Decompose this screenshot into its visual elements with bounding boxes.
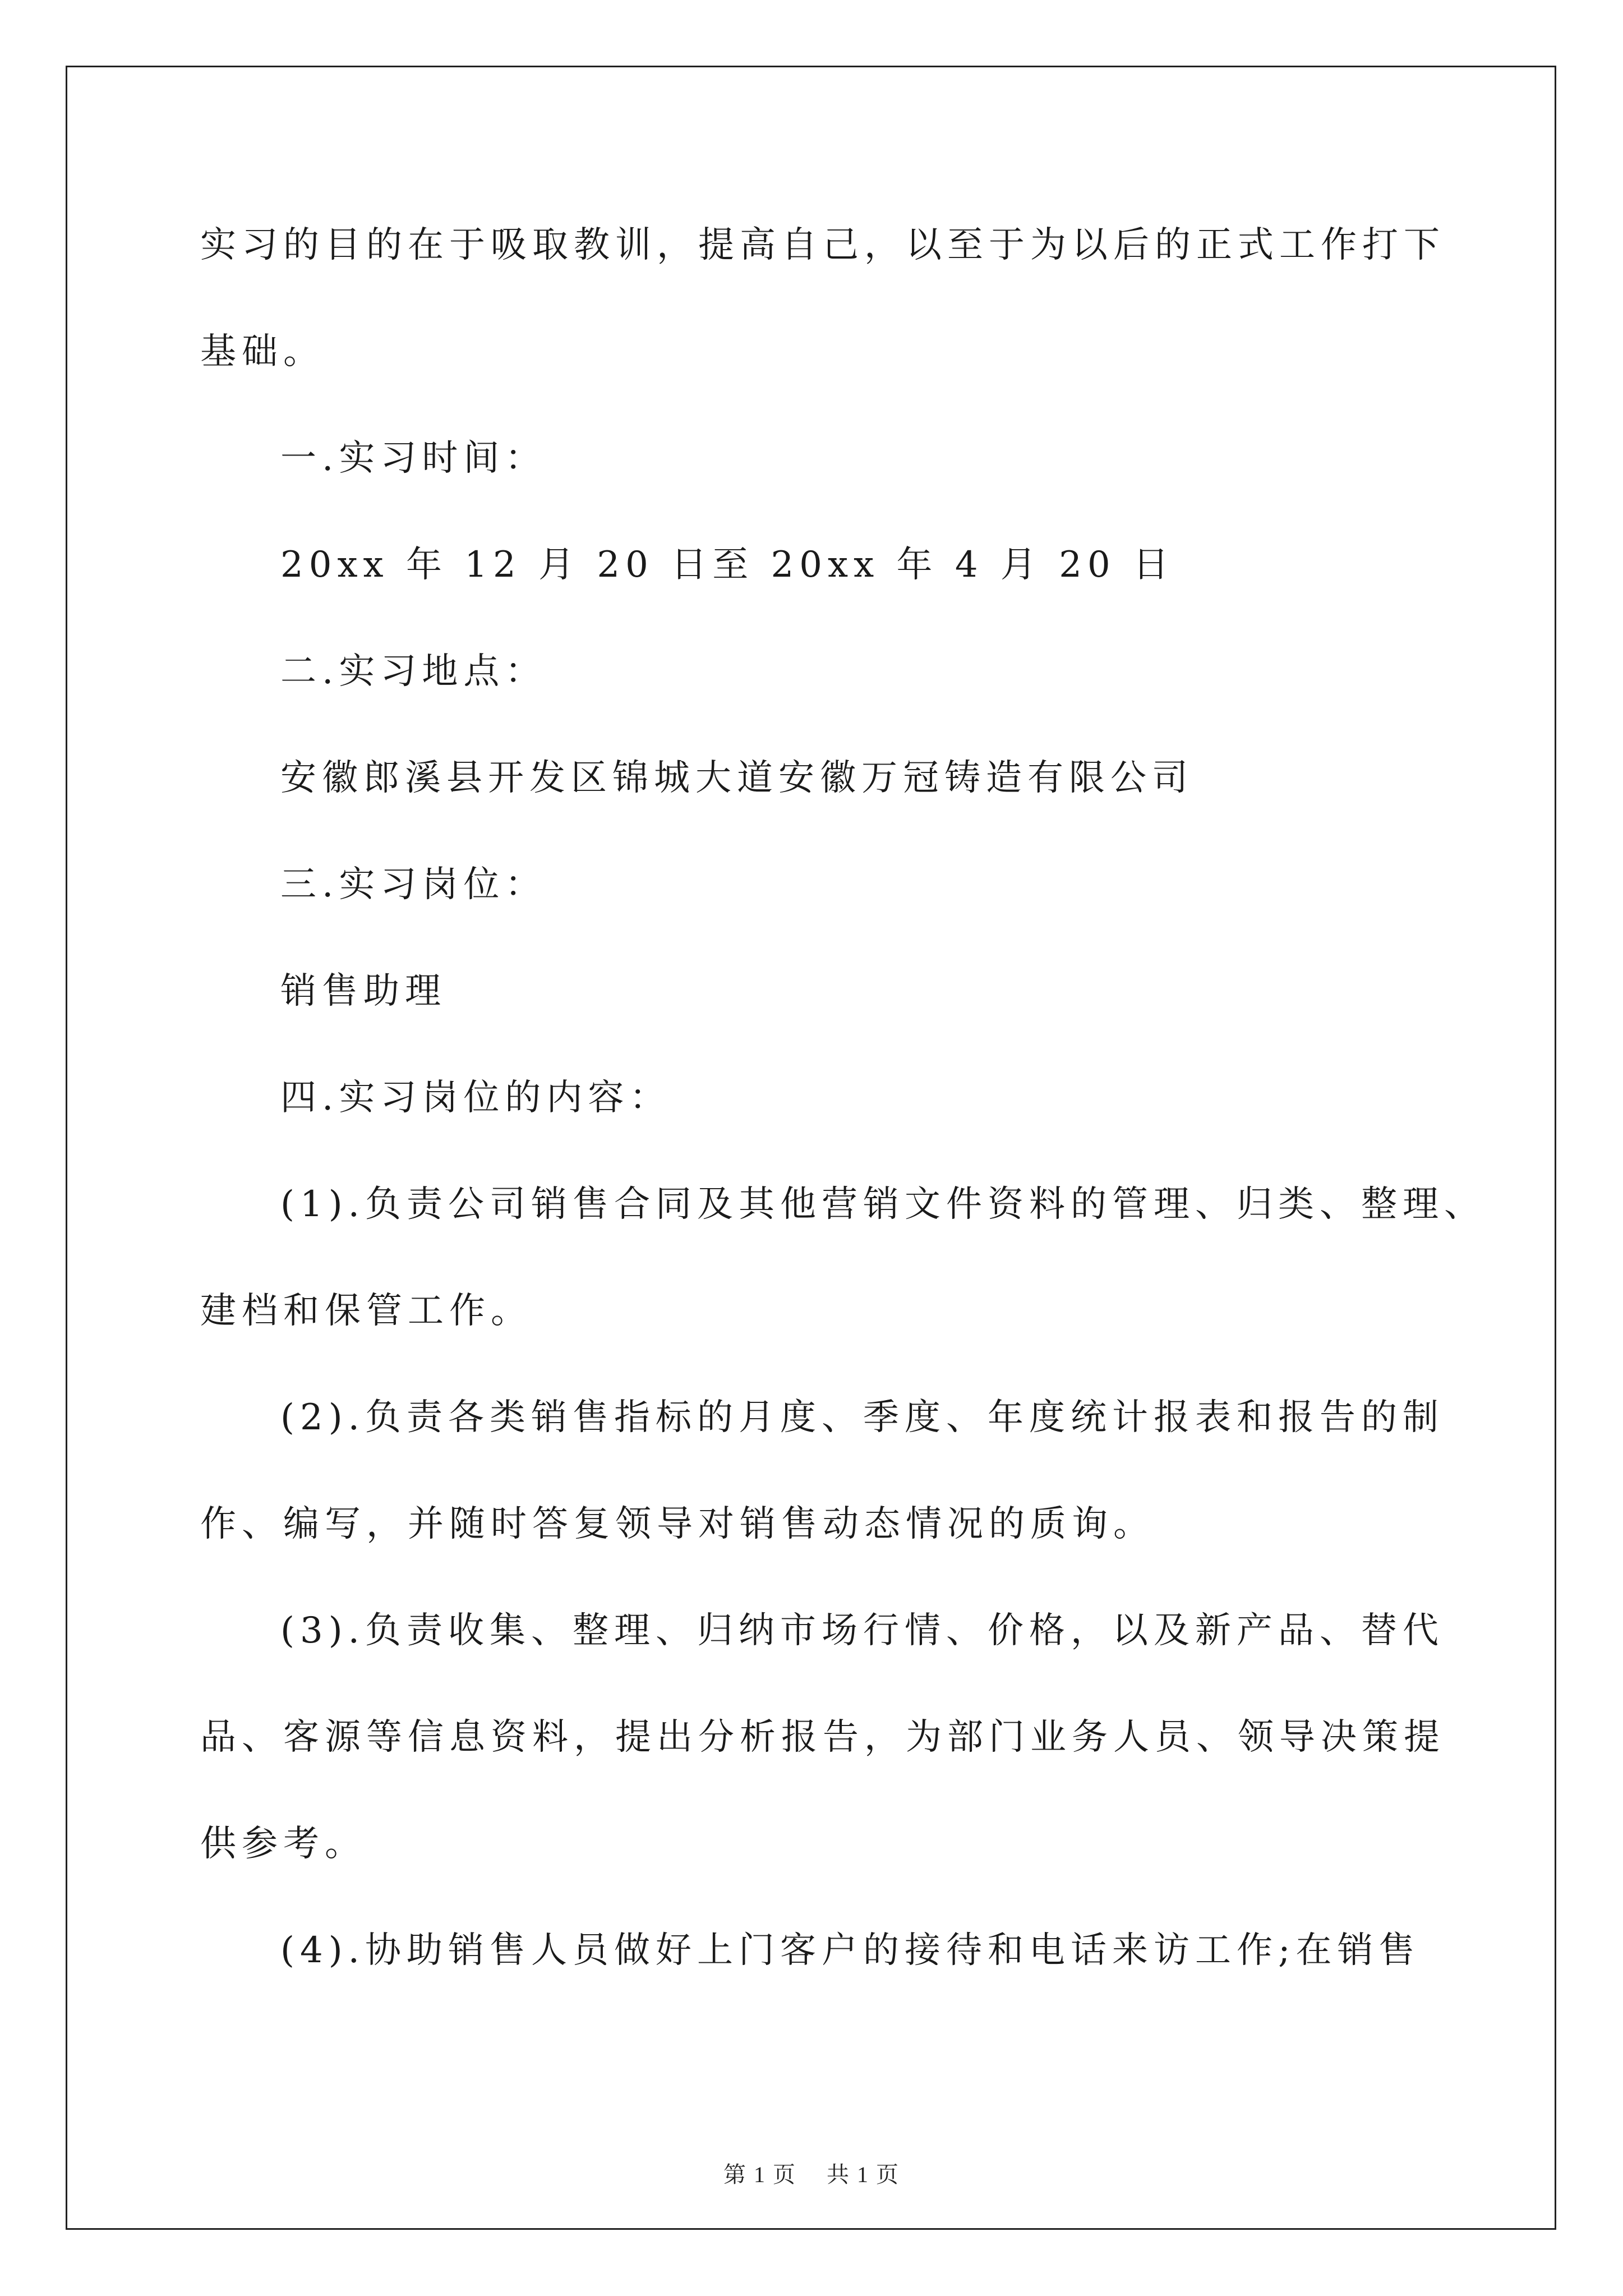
section-heading: 一.实习时间： <box>280 438 547 479</box>
paragraph-line: 实习的目的在于吸取教训，提高自己，以至于为以后的正式工作打下 <box>200 224 1445 266</box>
page-number-footer: 第 1 页 共 1 页 <box>723 2162 900 2187</box>
paragraph-line: 安徽郎溪县开发区锦城大道安徽万冠铸造有限公司 <box>280 757 1193 799</box>
list-item-line: 作、编写，并随时答复领导对销售动态情况的质询。 <box>200 1503 1155 1545</box>
list-item-line: (2).负责各类销售指标的月度、季度、年度统计报表和报告的制 <box>280 1397 1444 1438</box>
section-heading: 二.实习地点： <box>280 651 547 692</box>
list-item-line: 供参考。 <box>200 1823 366 1865</box>
list-item-line: 建档和保管工作。 <box>200 1290 532 1332</box>
paragraph-line: 20xx 年 12 月 20 日至 20xx 年 4 月 20 日 <box>280 544 1175 586</box>
list-item-line: (1).负责公司销售合同及其他营销文件资料的管理、归类、整理、 <box>280 1184 1486 1225</box>
section-heading: 四.实习岗位的内容： <box>280 1077 671 1119</box>
list-item-line: (3).负责收集、整理、归纳市场行情、价格，以及新产品、替代 <box>280 1610 1444 1651</box>
page-border <box>66 66 1556 2230</box>
list-item-line: 品、客源等信息资料，提出分析报告，为部门业务人员、领导决策提 <box>200 1717 1445 1758</box>
paragraph-line: 销售助理 <box>280 970 446 1012</box>
section-heading: 三.实习岗位： <box>280 864 547 905</box>
paragraph-line: 基础。 <box>200 331 325 372</box>
list-item-line: (4).协助销售人员做好上门客户的接待和电话来访工作;在销售 <box>280 1930 1421 1971</box>
